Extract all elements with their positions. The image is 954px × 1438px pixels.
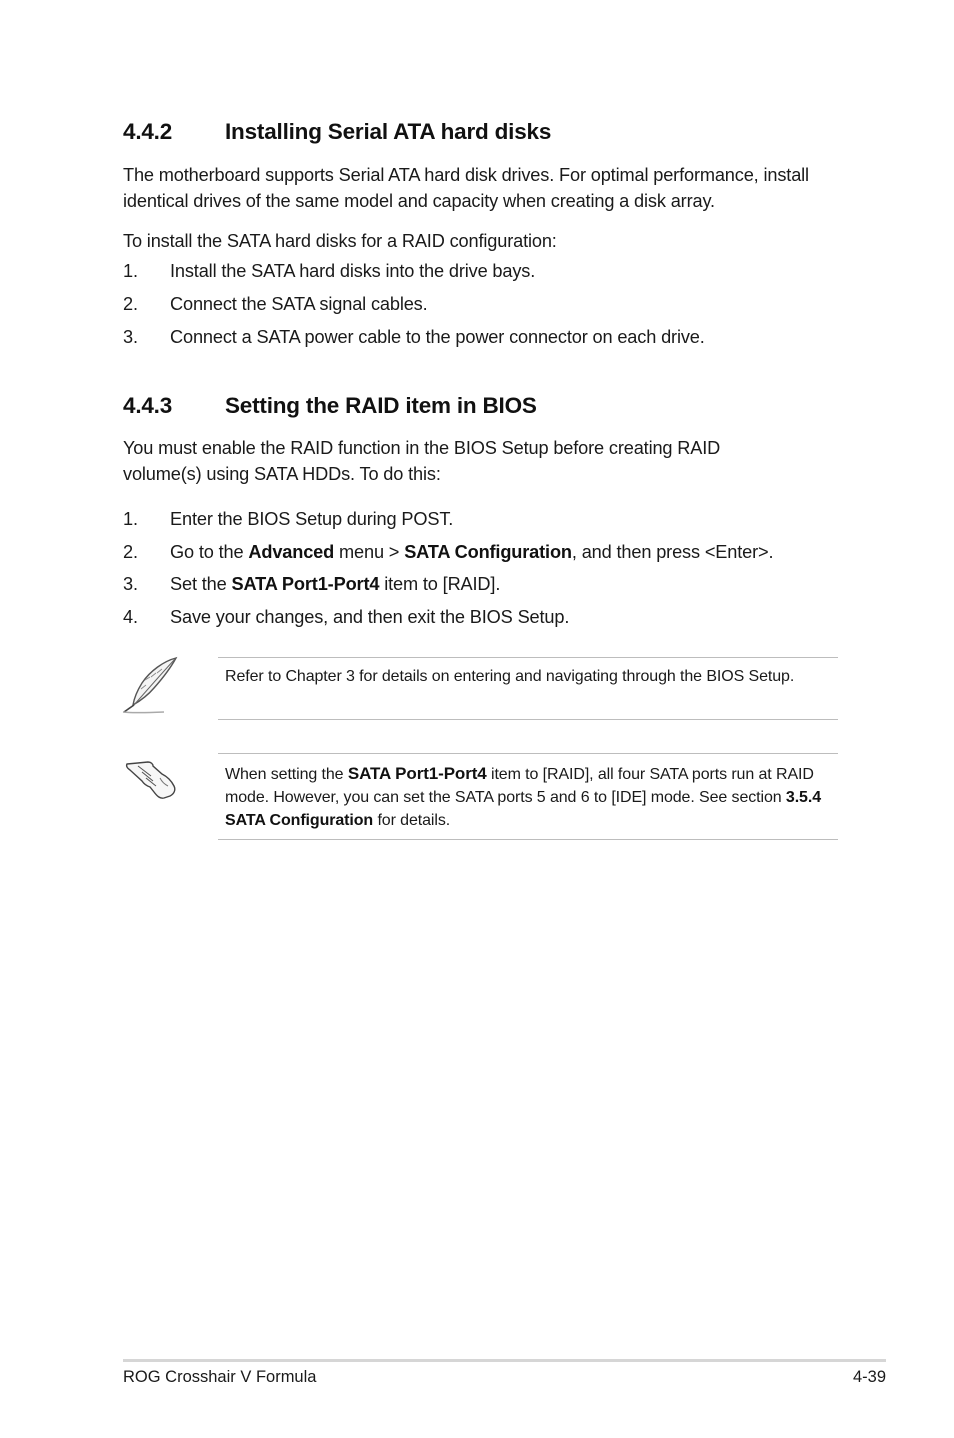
note-divider-bottom <box>218 719 838 720</box>
list-item <box>123 261 843 285</box>
list-number: 3. <box>123 574 138 594</box>
section-443-intro: You must enable the RAID function in the BIOS Setup before creating RAID volume(s) using SATA HDDs. To do this: <box>123 438 721 484</box>
section-heading-4-4-3 <box>123 393 823 423</box>
section-number: 4.4.3 <box>123 393 173 418</box>
list-text: Enter the BIOS Setup during POST. <box>170 509 454 529</box>
list-text: Go to the Advanced menu > SATA Configuration, and then press <Enter>. <box>170 542 774 562</box>
list-text: Install the SATA hard disks into the drive bays. <box>170 261 536 281</box>
section-title: Setting the RAID item in BIOS <box>225 393 537 418</box>
section-heading-4-4-2 <box>123 119 823 149</box>
footer-rule <box>123 1359 886 1362</box>
item-name-sata-port: SATA Port1-Port4 <box>231 574 380 594</box>
list-number: 4. <box>123 607 138 627</box>
section-number: 4.4.2 <box>123 119 173 144</box>
list-number: 2. <box>123 542 138 562</box>
note-divider-top <box>218 753 838 754</box>
list-number: 1. <box>123 261 138 281</box>
list-item <box>123 509 843 533</box>
item-name-sata-port: SATA Port1-Port4 <box>347 764 487 783</box>
menu-name-advanced: Advanced <box>248 542 335 562</box>
list-number: 2. <box>123 294 138 314</box>
list-item <box>123 294 843 318</box>
menu-name-sata-configuration: SATA Configuration <box>404 542 572 562</box>
section-442-intro: The motherboard supports Serial ATA hard disk drives. For optimal performance, install identical drives of the same model and capacity when creating a disk array. <box>123 165 809 211</box>
feather-pen-icon <box>120 655 182 715</box>
section-442-lead: To install the SATA hard disks for a RAID configuration: <box>123 231 557 251</box>
list-number: 1. <box>123 509 138 529</box>
list-item <box>123 327 843 351</box>
list-text: Connect the SATA signal cables. <box>170 294 428 314</box>
list-item <box>123 574 843 598</box>
pointing-hand-icon <box>124 756 178 800</box>
note-text: Refer to Chapter 3 for details on entering and navigating through the BIOS Setup. <box>225 668 795 685</box>
list-text: Save your changes, and then exit the BIOS Setup. <box>170 607 570 627</box>
footer-product-name: ROG Crosshair V Formula <box>123 1368 317 1386</box>
note-divider-bottom <box>218 839 838 840</box>
section-reference: 3.5.4 SATA Configuration <box>225 789 821 829</box>
footer-page-number: 4-39 <box>852 1368 886 1386</box>
list-item <box>123 607 843 631</box>
section-title: Installing Serial ATA hard disks <box>225 119 552 144</box>
list-text: Connect a SATA power cable to the power connector on each drive. <box>170 327 705 347</box>
note-divider-top <box>218 657 838 658</box>
list-number: 3. <box>123 327 138 347</box>
note-text: When setting the SATA Port1-Port4 item to [RAID], all four SATA ports run at RAID mode. However, you can set the SATA ports 5 and 6 to [IDE] mode. See section 3.5.4 SATA Configuration for details. <box>225 764 821 829</box>
list-text: Set the SATA Port1-Port4 item to [RAID]. <box>170 574 501 594</box>
list-item <box>123 542 843 566</box>
